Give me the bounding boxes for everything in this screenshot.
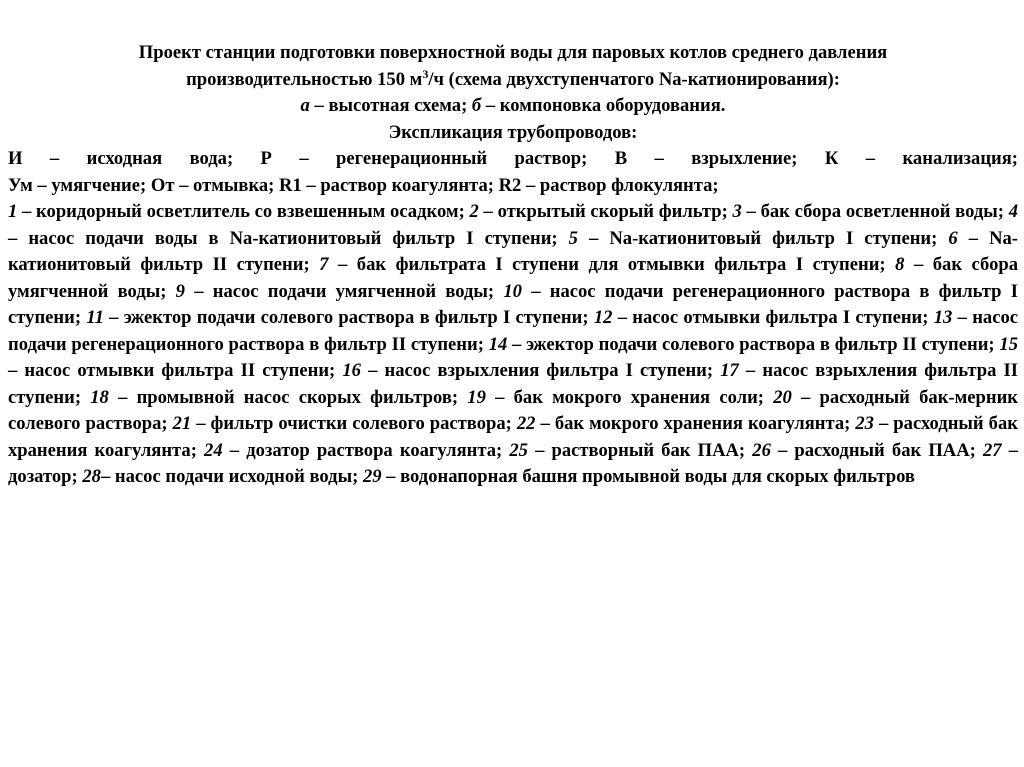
equipment-description: – насос подачи воды в Na-катионитовый фильтр I ступени;	[8, 227, 569, 249]
equipment-description: – дозатор;	[8, 439, 1019, 487]
equipment-list	[8, 199, 1018, 491]
equipment-number: 19	[467, 386, 486, 408]
equipment-description: – бак сбора умягченной воды;	[8, 254, 1019, 302]
title-line-2-pre: производительностью 150 м	[186, 68, 423, 90]
equipment-number: 7	[319, 254, 329, 275]
equipment-number: 1	[8, 201, 18, 222]
equipment-description: – Na-катионитовый фильтр I ступени;	[577, 227, 949, 249]
equipment-description: – расходный бак ПАА;	[770, 439, 983, 461]
title-line-2-sup: 3	[422, 66, 429, 81]
equipment-number: 17	[720, 360, 739, 381]
equipment-number: 12	[593, 307, 613, 328]
equipment-number: 26	[752, 439, 771, 461]
equipment-description: – насос подачи исходной воды;	[100, 466, 363, 487]
equipment-number: 20	[773, 386, 792, 408]
title-line-3	[8, 93, 1018, 120]
equipment-number: 13	[933, 307, 953, 328]
pipes-line-1: И – исходная вода; Р – регенерационный раствор; В – взрыхление; К – канализация;	[8, 148, 1018, 169]
equipment-description: – насос отмывки фильтра II ступени;	[8, 360, 343, 381]
equipment-description: – насос подачи регенерационного раствора в фильтр II ступени;	[8, 307, 1019, 355]
equipment-number: 16	[342, 360, 361, 381]
equipment-number: 3	[732, 201, 742, 222]
equipment-number: 4	[1008, 201, 1019, 222]
equipment-number: 18	[90, 386, 109, 408]
equipment-number: 8	[895, 254, 905, 275]
equipment-description: – эжектор подачи солевого раствора в фильтр II ступени;	[507, 333, 1000, 355]
equipment-description: – расходный бак-мерник солевого раствора;	[8, 386, 1018, 434]
equipment-description: – бак мокрого хранения коагулянта;	[535, 413, 856, 434]
equipment-number: 29	[362, 466, 382, 487]
equipment-description: – дозатор раствора коагулянта;	[222, 439, 510, 461]
label-a-text: – высотная схема;	[309, 95, 472, 116]
equipment-number: 14	[488, 333, 508, 355]
equipment-description: – насос подачи регенерационного раствора в фильтр I ступени;	[8, 280, 1018, 328]
equipment-description: – бак фильтрата I ступени для отмывки фильтра I ступени;	[328, 254, 896, 275]
pipes-legend-2	[8, 173, 1018, 200]
equipment-description: – промывной насос скорых фильтров;	[108, 386, 468, 408]
equipment-description: – фильтр очистки солевого раствора;	[191, 413, 517, 434]
equipment-description: – бак мокрого хранения соли;	[485, 386, 774, 408]
equipment-description: – растворный бак ПАА;	[527, 439, 753, 461]
equipment-number: 2	[469, 201, 479, 222]
equipment-description: – открытый скорый фильтр;	[478, 201, 733, 222]
equipment-number: 5	[568, 227, 578, 249]
label-b: б	[471, 95, 482, 116]
pipes-legend	[8, 146, 1018, 173]
title-line-2-post: /ч (схема двухступенчатого Na-катионирования):	[428, 68, 840, 90]
equipment-description: – насос подачи умягченной воды;	[184, 280, 504, 302]
equipment-description: – насос взрыхления фильтра II ступени;	[8, 360, 1018, 408]
equipment-description: – бак сбора осветленной воды;	[741, 201, 1009, 222]
label-b-text: – компоновка оборудования.	[481, 95, 726, 116]
equipment-description: – Na-катионитовый фильтр II ступени;	[8, 227, 1018, 275]
equipment-description: – насос взрыхления фильтра I ступени;	[360, 360, 721, 381]
equipment-number: 6	[948, 227, 958, 249]
equipment-description: – эжектор подачи солевого раствора в фильтр I ступени;	[103, 307, 594, 328]
equipment-number: 9	[175, 280, 185, 302]
title-line-2	[8, 67, 1018, 94]
equipment-description: – расходный бак хранения коагулянта;	[8, 413, 1018, 461]
equipment-number: 22	[516, 413, 536, 434]
equipment-number: 24	[204, 439, 223, 461]
equipment-number: 10	[503, 280, 522, 302]
equipment-number: 25	[509, 439, 528, 461]
slide-title	[8, 40, 1018, 146]
text-block	[8, 40, 1018, 491]
pipes-line-2: Ум – умягчение; От – отмывка; R1 – раствор коагулянта; R2 – раствор флокулянта;	[8, 174, 719, 196]
equipment-number: 23	[855, 413, 874, 434]
label-a: а	[300, 95, 310, 116]
equipment-number: 28	[82, 466, 101, 487]
equipment-number: 11	[86, 307, 104, 328]
equipment-number: 21	[172, 413, 192, 434]
equipment-number: 27	[982, 439, 1002, 461]
title-line-1: Проект станции подготовки поверхностной воды для паровых котлов среднего давления	[138, 42, 888, 63]
equipment-description: – водонапорная башня промывной воды для скорых фильтров	[381, 466, 915, 487]
title-line-4: Экспликация трубопроводов:	[388, 121, 638, 143]
equipment-description: – насос отмывки фильтра I ступени;	[612, 307, 934, 328]
equipment-number: 15	[999, 333, 1018, 355]
equipment-description: – коридорный осветлитель со взвешенным осадком;	[17, 201, 470, 222]
